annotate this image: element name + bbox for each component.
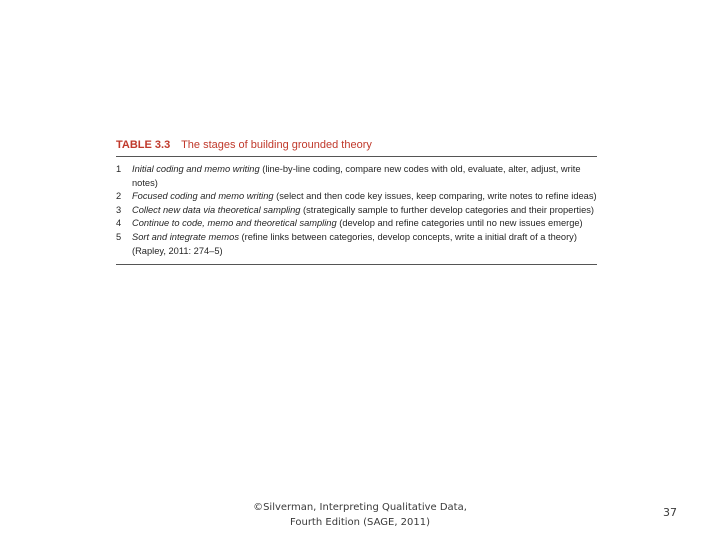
slide-page-number: 37 bbox=[663, 506, 677, 519]
stage-number: 3 bbox=[116, 204, 122, 215]
table-caption: The stages of building grounded theory bbox=[181, 139, 372, 151]
stage-detail: (strategically sample to further develop categories and their properties) bbox=[300, 204, 594, 215]
stage-number: 5 bbox=[116, 231, 122, 242]
grounded-theory-table bbox=[116, 136, 597, 265]
stage-description bbox=[132, 231, 597, 258]
stage-detail: (refine links between categories, develop concepts, write a initial draft of a theory) (Rapley, 2011: 274–5) bbox=[132, 231, 577, 256]
slide-footer-citation bbox=[230, 500, 490, 530]
table-label: TABLE 3.3 bbox=[116, 139, 171, 151]
table-title bbox=[116, 136, 597, 156]
stage-number: 2 bbox=[116, 191, 122, 202]
stage-name: Sort and integrate memos bbox=[132, 231, 239, 242]
stages-list bbox=[116, 163, 597, 258]
stage-name: Continue to code, memo and theoretical sampling bbox=[132, 218, 337, 229]
stage-number: 4 bbox=[116, 218, 122, 229]
stage-description bbox=[132, 204, 597, 218]
stage-description bbox=[132, 217, 597, 231]
stage-row bbox=[116, 163, 597, 190]
stage-detail: (line-by-line coding, compare new codes with old, evaluate, alter, adjust, write notes) bbox=[132, 164, 581, 188]
stage-detail: (develop and refine categories until no new issues emerge) bbox=[336, 218, 583, 229]
stage-detail: (select and then code key issues, keep comparing, write notes to refine ideas) bbox=[273, 191, 597, 202]
footer-line-1: ©Silverman, Interpreting Qualitative Data, bbox=[253, 502, 467, 513]
table-bottom-rule bbox=[116, 264, 597, 265]
footer-line-2: Fourth Edition (SAGE, 2011) bbox=[289, 517, 431, 528]
stage-row bbox=[116, 190, 597, 204]
table-top-rule bbox=[116, 156, 597, 157]
stage-name: Collect new data via theoretical sampling bbox=[132, 204, 301, 215]
stage-row bbox=[116, 231, 597, 258]
stage-name: Focused coding and memo writing bbox=[132, 191, 274, 202]
stage-row bbox=[116, 204, 597, 218]
stage-row bbox=[116, 217, 597, 231]
stage-number: 1 bbox=[116, 164, 122, 174]
stage-description bbox=[132, 163, 597, 190]
stage-description bbox=[132, 190, 597, 204]
stage-name: Initial coding and memo writing bbox=[132, 164, 260, 174]
